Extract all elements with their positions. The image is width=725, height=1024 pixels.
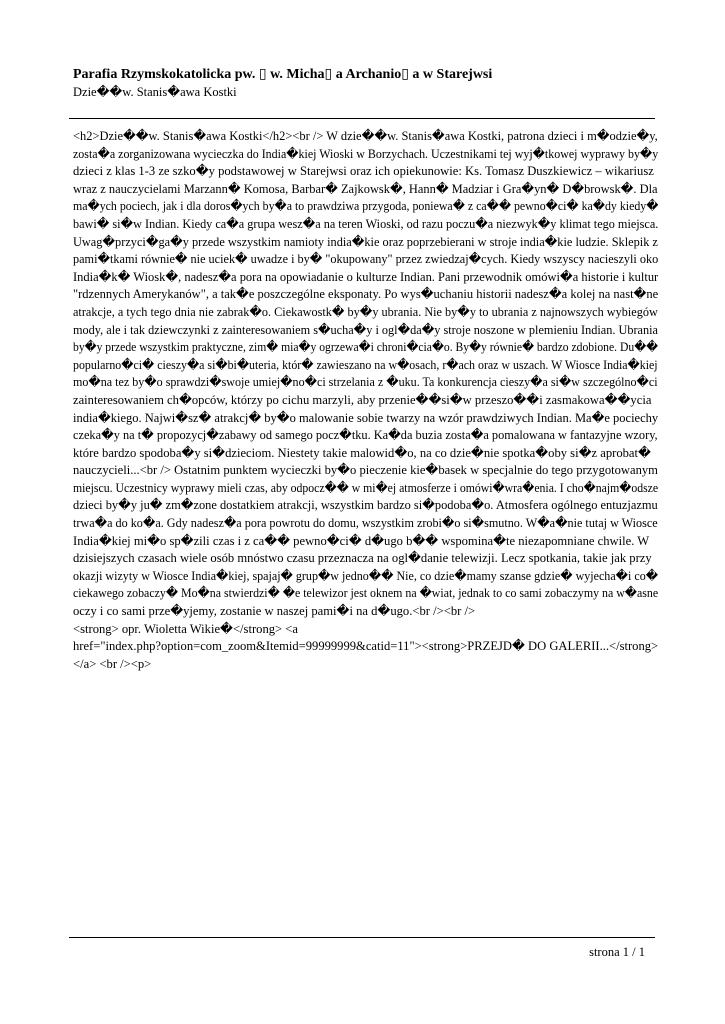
footer-divider — [69, 937, 655, 938]
body-line: <strong> opr. Wioletta Wikie�</strong> <a — [73, 621, 298, 636]
document-header — [73, 66, 653, 100]
body-line: popularno�ci� cieszy�a si�bi�uteria, któr� zawieszano na w�osach, r�ach oraz w uszach. W Wiosce India�kiej — [73, 357, 658, 372]
body-line: "rdzennych Amerykanów", a tak�e poszczególne eksponaty. Po wys�uchaniu historii nadesz�a kolej na nast�ne — [73, 287, 659, 302]
body-line: by�y przede wszystkim praktyczne, zim� mia�y ogrzewa�i chroni�cia�o. By�y równie� bardzo zdobione. Du�� — [73, 340, 659, 355]
article-title: Dzie��w. Stanis�awa Kostki — [73, 85, 237, 99]
body-line: href="index.php?option=com_zoom&Itemid=99999999&catid=11"><strong>PRZEJD� DO GALERII...</strong> — [73, 639, 659, 654]
body-line: bawi� si�w Indian. Kiedy ca�a grupa wesz�a na teren Wioski, od razu poczu�a niezwyk�y klimat tego miejsca. — [73, 216, 659, 231]
body-line: india�kiego. Najwi�sz� atrakcj� by�o malowanie sobie twarzy na wzór prawdziwych Indian. Ma�e pociechy — [73, 410, 659, 425]
body-line: czeka�y na t� propozycj�zabawy od samego pocz�tku. Ka�da buzia zosta�a pomalowana w fantazyjne wzory, — [73, 428, 658, 443]
body-line: dzieci z klas 1-3 ze szko�y podstawowej w Starejwsi oraz ich opiekunowie: Ks. Tomasz Duszkiewicz – wikariusz — [73, 164, 654, 179]
body-line: wraz z nauczycielami Marzann� Komosa, Barbar� Zajkowsk�, Hann� Madziar i Gra�yn� D�browsk�. Dla — [73, 181, 658, 196]
body-line: India�k� Wiosk�, nadesz�a pora na opowiadanie o kulturze Indian. Pani przewodnik omówi�a historie i kultur — [73, 269, 659, 284]
body-line: Uwag�przyci�ga�y przede wszystkim namioty india�kie oraz poprzebierani w stroje india�kie ludzie. Sklepik z — [73, 234, 658, 249]
body-line: ciekawego zobaczy� Mo�na stwierdzi� �e telewizor jest oknem na �wiat, jednak to co sami zobaczymy na w�asne — [73, 586, 659, 601]
body-line: </a> <br /><p> — [73, 656, 152, 671]
body-line: dzieci by�y ju� zm�zone dostatkiem atrakcji, wszystkim bardzo si�podoba�o. Atmosfera ogólnego entuzjazmu — [73, 498, 658, 513]
body-line: oczy i co sami prze�yjemy, zostanie w naszej pami�i na d�ugo.<br /><br /> — [73, 604, 476, 619]
body-line: nauczycieli...<br /> Ostatnim punktem wycieczki by�o pieczenie kie�basek w specjalnie do tego przygotowanym — [73, 463, 658, 478]
body-line: pami�tkami równie� nie uciek� uwadze i by� "okupowany" przez zwiedzaj�cych. Kiedy wszyscy nacieszyli oko — [73, 252, 659, 267]
header-divider — [69, 118, 655, 119]
body-line: ma�ych pociech, jak i dla doros�ych by�a to prawdziwa przygoda, poniewa� z ca�� pewno�ci� ka�dy kiedy� — [73, 199, 659, 214]
site-title: Parafia Rzymskokatolicka pw. ▯ w. Micha▯ a Archanio▯ a w Starejwsi — [73, 67, 493, 82]
body-line: <h2>Dzie��w. Stanis�awa Kostki</h2><br /> W dzie��w. Stanis�awa Kostki, patrona dzieci i m�odzie�y, — [73, 129, 658, 143]
body-line: okazji wizyty w Wiosce India�kiej, spajaj� grup�w jedno�� Nie, co dzie�mamy szanse gdzie� wyjecha�i co� — [73, 568, 659, 583]
body-line: miejscu. Uczestnicy wyprawy mieli czas, aby odpocz�� w mi�ej atmosferze i omówi�wra�enia. I cho�najm�odsze — [73, 480, 659, 495]
body-line: India�kiej mi�o sp�zili czas i z ca�� pewno�ci� d�ugo b�� wspomina�te niezapomniane chwile. W — [73, 533, 650, 548]
body-line: zosta�a zorganizowana wycieczka do India�kiej Wioski w Borzychach. Uczestnikami tej wyj�tkowej wyprawy by�y — [73, 146, 659, 161]
body-line: zainteresowaniem ch�opców, którzy po cichu marzyli, aby przenie��si�w przeszo��i zasmakowa��ycia — [73, 392, 652, 407]
body-line: dzisiejszych czasach wiele osób mnóstwo czasu przeznacza na ogl�danie telewizji. Lecz spotkania, takie jak przy — [73, 551, 652, 566]
body-line: trwa�a do ko�a. Gdy nadesz�a pora powrotu do domu, wszystkim zrobi�o si�smutno. W�a�nie tutaj w Wiosce — [73, 516, 658, 531]
body-line: mody, ale i tak dziewczynki z zainteresowaniem s�ucha�y i ogl�da�y stroje noszone w plemieniu Indian. Ubrania — [73, 322, 658, 337]
page-number: strona 1 / 1 — [589, 945, 645, 959]
body-line: które bardzo spodoba�y si�dzieciom. Niestety takie malowid�o, na co dzie�nie spotka�oby si�z aprobat� — [73, 445, 651, 460]
article-body — [73, 128, 658, 673]
body-line: mo�na tez by�o sprawdzi�swoje umiej�no�ci strzelania z �uku. Ta konkurencja cieszy�a si�w szczególno�ci — [73, 375, 658, 390]
body-line: atrakcje, a tych tego dnia nie zabrak�o. Ciekawostk� by�y ubrania. Nie by�y to ubrania z najnowszych wybiegów — [73, 304, 658, 319]
